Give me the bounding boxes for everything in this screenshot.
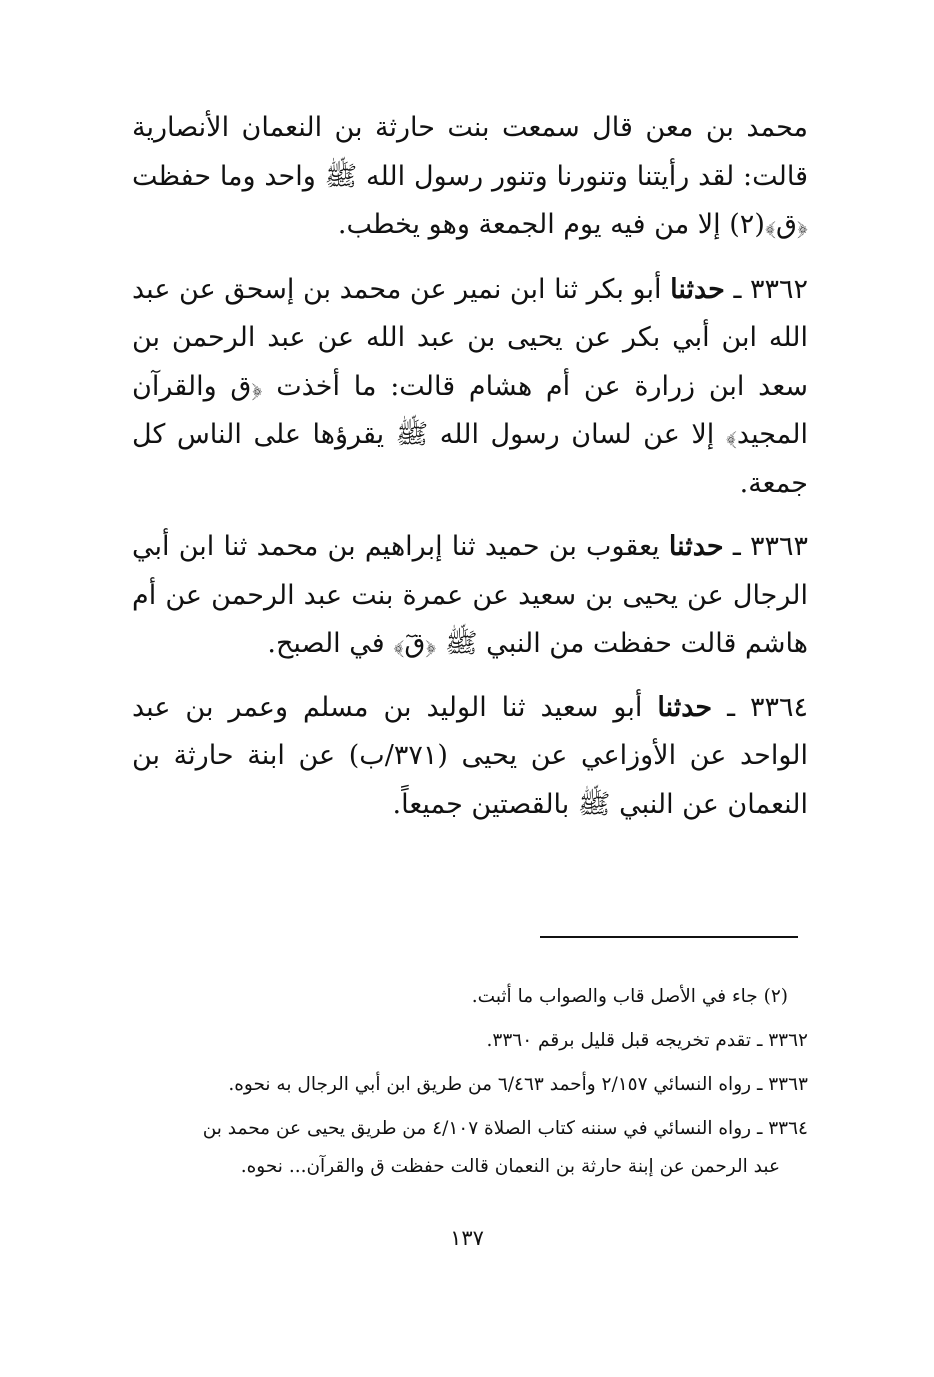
page-number: ١٣٧ — [450, 1226, 484, 1250]
hadith-lead: حدثنا — [668, 531, 724, 562]
footnote-continuation: عبد الرحمن عن إبنة حارثة بن النعمان قالت حفظت ق والقرآن... نحوه. — [240, 1156, 780, 1177]
footnote-3364 — [132, 1110, 808, 1186]
paragraph-text: محمد بن معن قال سمعت بنت حارثة بن النعمان الأنصارية قالت: لقد رأيتنا وتنورنا وتنور رسول الله ﷺ واحد وما حفظت ﴿ق﴾(٢) إلا من فيه يوم الجمعة وهو يخطب. — [132, 112, 808, 240]
footnote-separator — [540, 936, 798, 938]
paragraph-continuation — [132, 104, 808, 250]
footnote-text: ٣٣٦٤ ـ رواه النسائي في سننه كتاب الصلاة ٤/١٠٧ من طريق يحيى عن محمد بن — [202, 1118, 808, 1139]
hadith-3363 — [132, 523, 808, 669]
footnote-text: (٢) جاء في الأصل قاب والصواب ما أثبت. — [471, 986, 788, 1007]
main-text — [132, 104, 808, 844]
hadith-3364 — [132, 684, 808, 830]
paragraph-text: أبو بكر ثنا ابن نمير عن محمد بن إسحق عن عبد الله ابن أبي بكر عن يحيى بن عبد الله عن عبد الرحمن بن سعد ابن زرارة عن أم هشام قالت: ما أخذت ﴿ق والقرآن المجيد﴾ إلا عن لسان رسول الله ﷺ يقرؤها على الناس كل جمعة. — [132, 273, 808, 499]
hadith-number: ٣٣٦٢ ـ — [733, 273, 808, 305]
footnote-3362 — [132, 1022, 808, 1060]
paragraph-text: يعقوب بن حميد ثنا إبراهيم بن محمد ثنا ابن أبي الرجال عن يحيى بن سعيد عن عمرة بنت عبد الرحمن عن أم هاشم قالت حفظت من النبي ﷺ ﴿قٓ﴾ في الصبح. — [132, 531, 808, 659]
paragraph-text: أبو سعيد ثنا الوليد بن مسلم وعمر بن عبد الواحد عن الأوزاعي عن يحيى (٣٧١/ب) عن ابنة حارثة بن النعمان عن النبي ﷺ بالقصتين جميعاً. — [132, 691, 808, 820]
hadith-number: ٣٣٦٣ ـ — [732, 531, 809, 562]
hadith-lead: حدثنا — [657, 691, 713, 723]
footnote-text: ٣٣٦٣ ـ رواه النسائي ٢/١٥٧ وأحمد ٦/٤٦٣ من طريق ابن أبي الرجال به نحوه. — [228, 1074, 808, 1095]
footnote-3363 — [132, 1066, 808, 1104]
footnotes — [132, 978, 808, 1192]
footnote-2 — [132, 978, 808, 1016]
footnote-text: ٣٣٦٢ ـ تقدم تخريجه قبل قليل برقم ٣٣٦٠. — [486, 1030, 808, 1051]
hadith-lead: حدثنا — [670, 273, 725, 305]
hadith-number: ٣٣٦٤ ـ — [727, 691, 808, 723]
hadith-3362 — [132, 266, 808, 509]
